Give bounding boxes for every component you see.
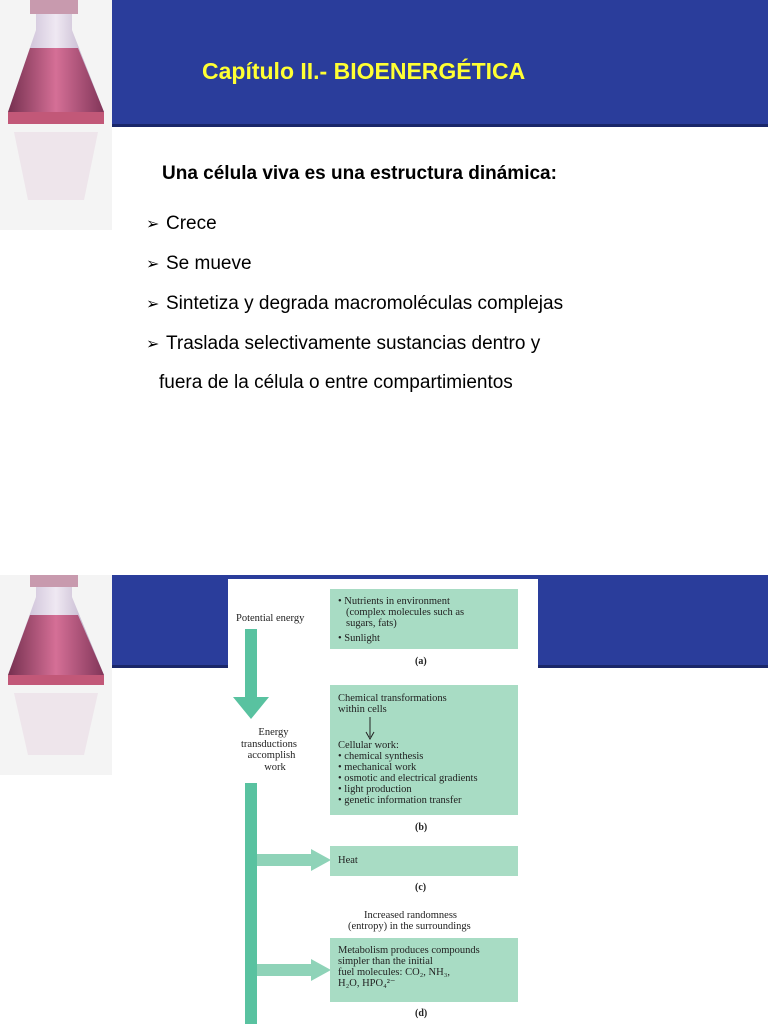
- entropy-line: Increased randomness: [364, 910, 458, 921]
- arrow-bullet-icon: ➢: [146, 336, 160, 353]
- box-b-line: • mechanical work: [338, 762, 417, 773]
- label-a: (a): [415, 656, 427, 667]
- title-bar-rule: [0, 124, 768, 127]
- arrow-bullet-icon: ➢: [146, 216, 160, 233]
- flask-illustration: [0, 575, 112, 775]
- box-d-formula-line: H₂O, HPO₄²⁻: [338, 978, 396, 989]
- right-arrow-icon: [257, 849, 331, 871]
- slide-2: [0, 565, 768, 1024]
- upper-arrow-shaft: [245, 629, 257, 699]
- box-b-head: Chemical transformations: [338, 693, 447, 704]
- label-d: (d): [415, 1008, 428, 1019]
- bullet-text: Crece: [166, 213, 217, 234]
- bullet-item: [146, 214, 563, 234]
- slide-subtitle: Una célula viva es una estructura dinámica:: [162, 163, 557, 184]
- box-c: [330, 846, 518, 876]
- energy-line: transductions: [241, 738, 297, 750]
- right-arrow-icon: [257, 959, 331, 981]
- energy-line: Energy: [258, 727, 289, 738]
- flask-image: [0, 575, 112, 775]
- flask-image: [0, 0, 112, 230]
- box-a-line: sugars, fats): [346, 618, 397, 629]
- label-c: (c): [415, 882, 427, 893]
- energy-transductions-label: [241, 727, 297, 773]
- label-b: (b): [415, 822, 428, 833]
- slide-2-top-margin: [0, 565, 768, 575]
- flask-illustration: [0, 0, 112, 230]
- box-b-head: within cells: [338, 704, 387, 715]
- arrow-bullet-icon: ➢: [146, 256, 160, 273]
- box-a-line: (complex molecules such as: [346, 607, 465, 618]
- box-b-line: • genetic information transfer: [338, 795, 462, 806]
- bullet-list: [146, 214, 563, 374]
- box-b-line: • chemical synthesis: [338, 751, 424, 762]
- box-d-line: simpler than the initial: [338, 956, 433, 967]
- energy-flow-figure: [228, 579, 538, 1024]
- bullet-text: Traslada selectivamente sustancias dentro y: [166, 333, 541, 354]
- slide-title: Capítulo II.- BIOENERGÉTICA: [202, 58, 526, 84]
- fuel-text: fuel molecules:: [338, 967, 406, 978]
- entropy-line: (entropy) in the surroundings: [348, 921, 471, 932]
- bullet-text: Se mueve: [166, 253, 252, 274]
- slide-gap: [0, 540, 768, 565]
- heat-label: Heat: [338, 855, 358, 866]
- lower-arrow-shaft: [245, 783, 257, 1024]
- box-d-line: Metabolism produces compounds: [338, 945, 480, 956]
- bullet-item: [146, 294, 563, 314]
- box-b-line: • osmotic and electrical gradients: [338, 773, 478, 784]
- box-b-line: • light production: [338, 784, 412, 795]
- bullet-item: [146, 254, 563, 274]
- energy-line: work: [264, 761, 286, 773]
- box-a-line: • Sunlight: [338, 633, 380, 644]
- fuel-formulas: CO₂, NH₃,: [405, 967, 451, 978]
- potential-energy-label: Potential energy: [236, 613, 305, 624]
- bullet-text: Sintetiza y degrada macromoléculas complejas: [166, 293, 564, 314]
- box-d-fuel-line: [338, 967, 450, 979]
- small-down-arrow-icon: [365, 717, 375, 741]
- bullet-continuation: fuera de la célula o entre compartimientos: [159, 372, 513, 393]
- arrow-bullet-icon: ➢: [146, 296, 160, 313]
- down-arrow-icon: [233, 697, 269, 719]
- box-b-line: Cellular work:: [338, 740, 399, 751]
- energy-line: accomplish: [247, 750, 296, 761]
- bullet-item: [146, 334, 563, 354]
- box-a-line: • Nutrients in environment: [338, 596, 450, 607]
